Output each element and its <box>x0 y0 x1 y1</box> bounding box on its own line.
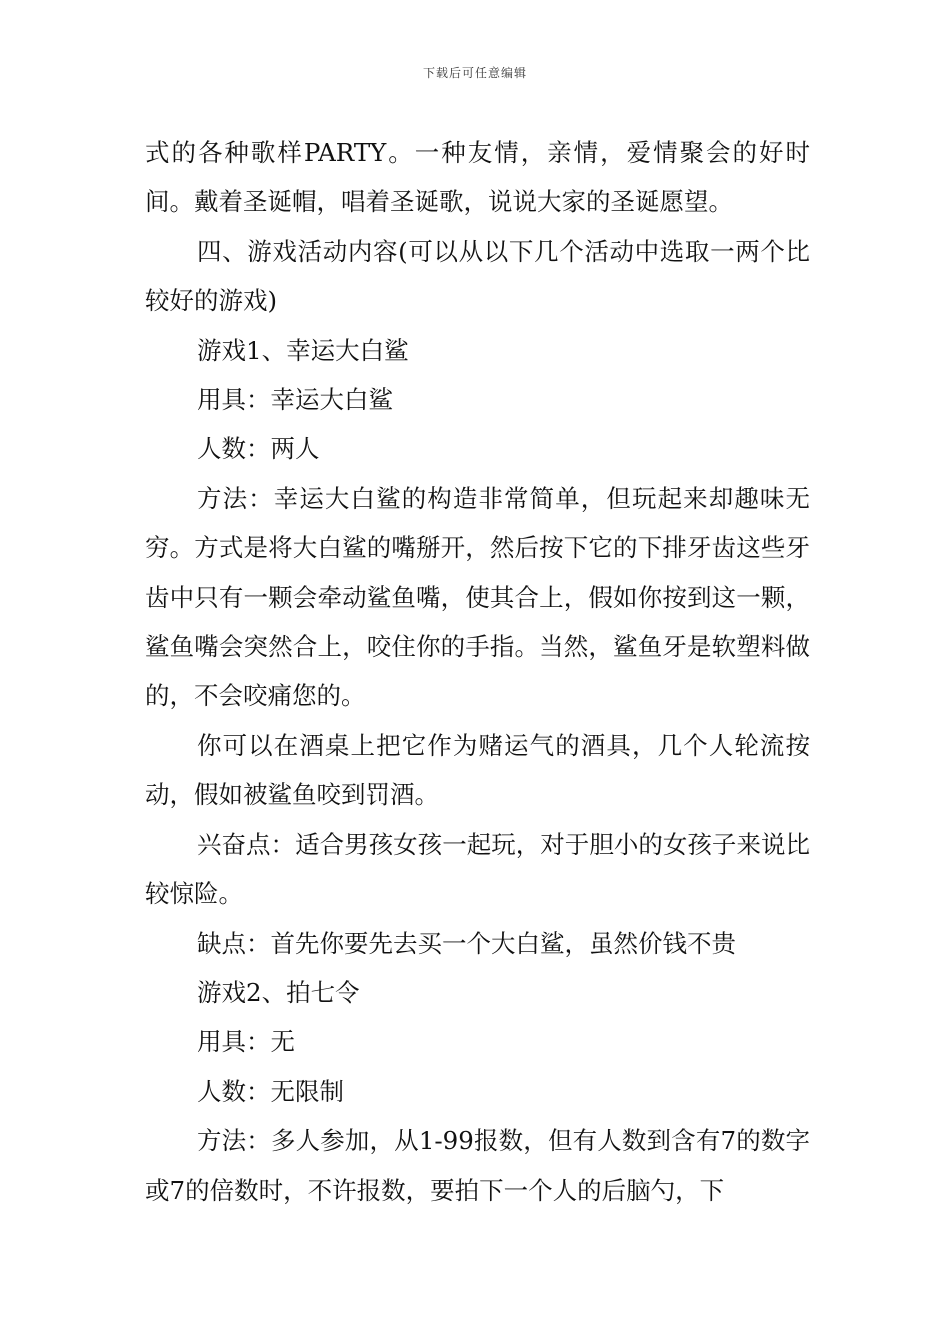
page-header: 下载后可任意编辑 <box>422 66 527 80</box>
document-body <box>145 128 810 1215</box>
paragraph-game-1-highlight: 兴奋点：适合男孩女孩一起玩，对于胆小的女孩子来说比较惊险。 <box>145 829 810 909</box>
paragraph-game-2-tools: 用具：无 <box>197 1027 295 1057</box>
paragraph-game-1-players: 人数：两人 <box>197 434 320 464</box>
paragraph-game-1-usage: 你可以在酒桌上把它作为赌运气的酒具，几个人轮流按动，假如被鲨鱼咬到罚酒。 <box>145 730 810 810</box>
paragraph-game-1-title: 游戏1、幸运大白鲨 <box>197 335 409 365</box>
paragraph-game-2-title: 游戏2、拍七令 <box>197 977 360 1007</box>
paragraph-game-2-players: 人数：无限制 <box>197 1076 344 1106</box>
paragraph-game-1-method: 方法：幸运大白鲨的构造非常简单，但玩起来却趣味无穷。方式是将大白鲨的嘴掰开，然后按下它的下排牙齿这些牙齿中只有一颗会牵动鲨鱼嘴，使其合上，假如你按到这一颗，鲨鱼嘴会突然合上，咬住你的手指。当然，鲨鱼牙是软塑料做的，不会咬痛您的。 <box>145 483 810 711</box>
paragraph-game-1-tools: 用具：幸运大白鲨 <box>197 385 393 415</box>
paragraph-game-2-method: 方法：多人参加，从1-99报数，但有人数到含有7的数字或7的倍数时，不许报数，要拍下一个人的后脑勺，下 <box>145 1126 810 1205</box>
paragraph-game-1-drawback: 缺点：首先你要先去买一个大白鲨，虽然价钱不贵 <box>197 928 736 958</box>
paragraph-intro-continuation: 式的各种歌样PARTY。一种友情，亲情，爱情聚会的好时间。戴着圣诞帽，唱着圣诞歌，说说大家的圣诞愿望。 <box>145 138 810 217</box>
paragraph-section-four-heading: 四、游戏活动内容(可以从以下几个活动中选取一两个比较好的游戏) <box>145 236 810 316</box>
